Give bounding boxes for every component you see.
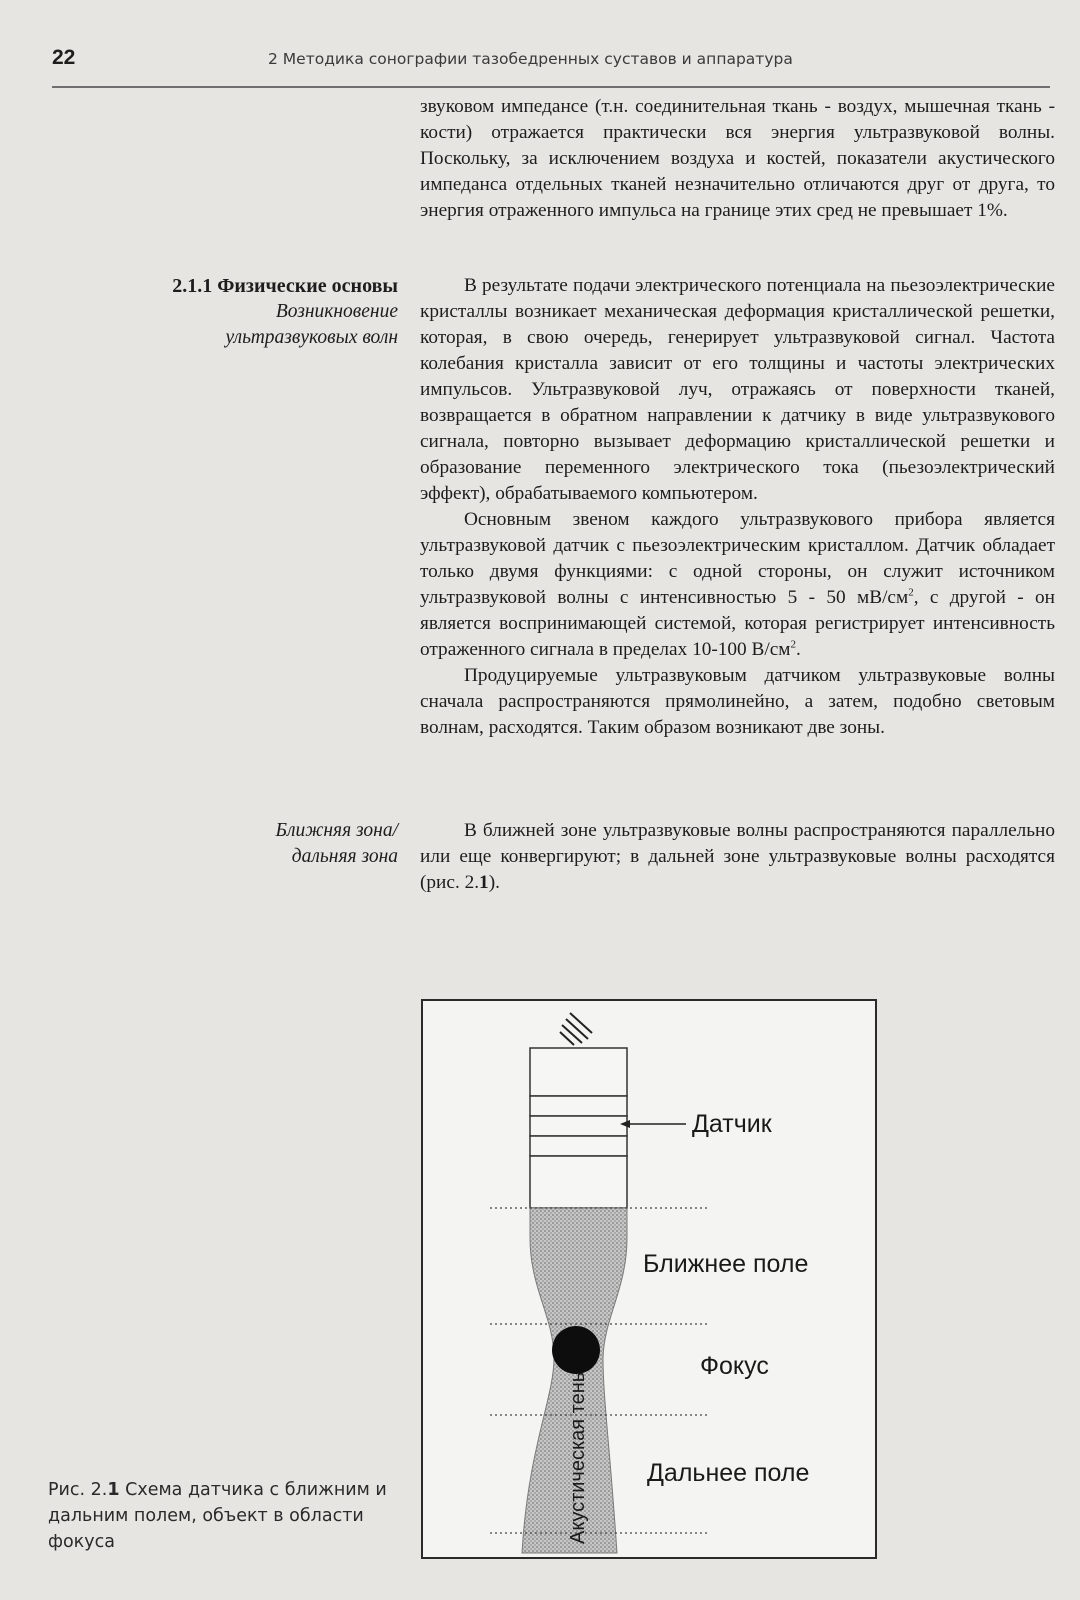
text-run: ). — [488, 872, 500, 893]
body-text-block — [420, 273, 1055, 741]
figure-transducer-diagram — [420, 998, 880, 1567]
label-transducer: Датчик — [692, 1110, 772, 1138]
label-far-field: Дальнее поле — [647, 1459, 810, 1487]
paragraph-piezo: В результате подачи электрического потенциала на пьезоэлектрические кристаллы возникает механическая деформация кристаллической решетки, которая, в свою очередь, генерирует ультразвуковой сигнал. Частота колебания кристалла зависит от его толщины и частоты электрических импульсов. Ультразвуковой луч, отражаясь от поверхности тканей, возвращается в обратном направлении к датчику в виде ультразвукового сигнала, повторно вызывает деформацию кристаллической решетки и образование переменного электрического тока (пьезоэлектрический эффект), обрабатываемого компьютером. — [420, 275, 1055, 504]
paragraph-text: звуковом импедансе (т.н. соединительная ткань - воздух, мышечная ткань - кости) отражается практически вся энергия ультразвуковой волны. Поскольку, за исключением воздуха и костей, показатели акустического импеданса отдельных тканей незначительно отличаются друг от друга, то энергия отраженного импульса на границе этих сред не превышает 1%. — [420, 96, 1055, 221]
transducer-body — [530, 1048, 627, 1208]
label-acoustic-shadow: Акустическая тень — [567, 1371, 589, 1544]
superscript: 2 — [908, 586, 914, 599]
text-run: . — [796, 639, 801, 660]
caption-prefix: Рис. 2. — [48, 1480, 108, 1500]
label-focus: Фокус — [700, 1352, 769, 1380]
subheading-line: Возникновение — [275, 301, 398, 322]
text-run: , с другой - он является воспринимающей системой, которая регистрирует интенсивность отраженного сигнала в пределах 10-100 В/см — [420, 587, 1055, 660]
body-text-block — [420, 818, 1055, 896]
focus-object — [552, 1326, 600, 1374]
subheading-line: Ближняя зона/ — [275, 820, 398, 841]
superscript: 2 — [790, 638, 796, 651]
subheading-line: дальняя зона — [291, 846, 398, 867]
label-near-field: Ближнее поле — [643, 1250, 809, 1278]
running-title: 2 Методика сонографии тазобедренных суставов и аппаратура — [268, 50, 793, 68]
figure-ref: 1 — [479, 872, 489, 893]
page-number: 22 — [52, 46, 76, 69]
text-run: В ближней зоне ультразвуковые волны распространяются параллельно или еще конвергируют; в дальней зоне ультразвуковые волны расходятся (рис. 2. — [420, 820, 1055, 893]
text-run: Основным звеном каждого ультразвукового прибора является ультразвуковой датчик с пьезоэлектрическим кристаллом. Датчик обладает только двумя функциями: с одной стороны, он служит источником ультразвуковой волны с интенсивностью 5 - 50 мВ/см — [420, 509, 1055, 608]
paragraph-near-far — [420, 818, 1055, 896]
paragraph-zones: Продуцируемые ультразвуковым датчиком ультразвуковые волны сначала распространяются прямолинейно, а затем, подобно световым волнам, расходятся. Таким образом возникают две зоны. — [420, 665, 1055, 738]
caption-number: 1 — [107, 1480, 120, 1500]
page-header — [52, 46, 1050, 88]
figure-caption — [48, 1477, 398, 1555]
side-heading-physics — [172, 273, 398, 351]
paragraph-transducer — [420, 507, 1055, 663]
side-heading-zones — [275, 818, 398, 870]
subheading-line: ультразвуковых волн — [225, 327, 398, 348]
section-title: 2.1.1 Физические основы — [172, 275, 398, 297]
paragraph-continued — [420, 94, 1055, 224]
caption-text: Схема датчика с ближним и дальним полем, объект в области фокуса — [48, 1480, 387, 1552]
